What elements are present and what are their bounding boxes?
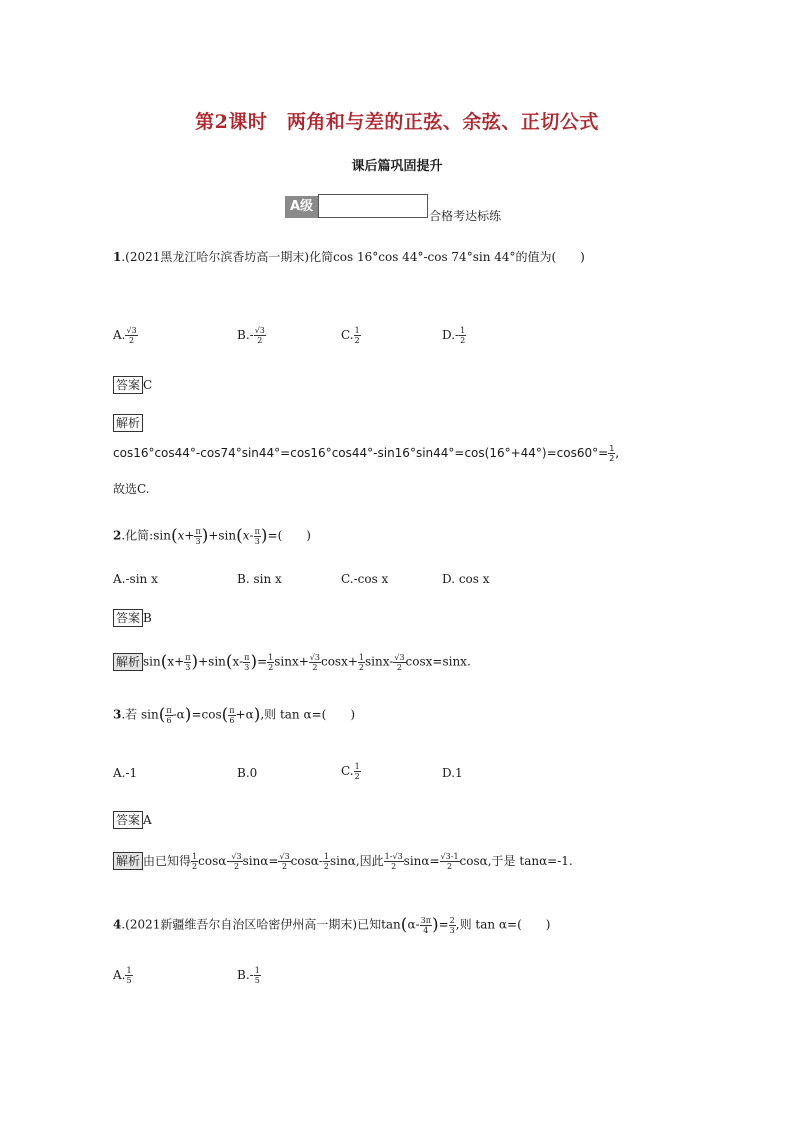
level-label: 合格考达标练 — [429, 209, 502, 223]
analysis-badge: 解析 — [113, 653, 143, 671]
score-box — [318, 194, 428, 218]
question-2: 2.化简:sin(x+ $\frac{\pi}{3}$ )+sin(x- $\frac{\pi}{3}$ )=( ) — [113, 526, 311, 546]
answer-value: C — [143, 378, 153, 392]
question-3: 3.若 sin( $\frac{\pi}{6}$ -α)=cos( $\frac{\pi}{6}$ +α),则 tan α=( ) — [113, 705, 355, 725]
option-a: A. $\frac{1}{5}$ — [113, 966, 132, 985]
question-1 — [113, 248, 585, 265]
analysis-line: cos16°cos44°-cos74°sin44°=cos16°cos44°-sin16°sin44°=cos(16°+44°)=cos60°= $\frac{1}{2}$ , — [113, 444, 620, 463]
option-d: D. cos x — [442, 572, 490, 586]
option-b: B. sin x — [237, 572, 282, 586]
option-a: A. $\frac{√3}{2}$ — [113, 326, 137, 345]
analysis-row: 解析 sin(x+ $\frac{\pi}{3}$ )+sin(x- $\frac{\pi}{3}$ )= $\frac{1}{2}$ sinx+ $\frac{√3}{2}$ cosx+ $\frac{1}{2}$ sinx- $\frac{√3}{2}$ cosx=sinx. — [113, 652, 471, 672]
analysis-end: 故选C. — [113, 482, 150, 496]
option-c: C.-cos x — [341, 572, 389, 586]
answer-row — [113, 376, 152, 393]
analysis-row: 解析 由已知得 $\frac{1}{2}$ cosα- $\frac{√3}{2}$ sinα= $\frac{√3}{2}$ cosα- $\frac{1}{2}$ sinα,因此 $\frac{1-√3}{2}$ sinα= $\frac{√3-1}{2}$ cosα,于是 tanα=-1. — [113, 852, 573, 871]
analysis-badge: 解析 — [113, 852, 143, 870]
level-tag: A级 — [285, 196, 318, 218]
analysis-badge: 解析 — [113, 414, 143, 432]
option-b: B.0 — [237, 766, 258, 780]
option-c: C. $\frac{1}{2}$ — [341, 326, 360, 345]
answer-badge: 答案 — [113, 376, 143, 394]
option-a: A.-1 — [113, 766, 138, 780]
option-d: D.1 — [442, 766, 463, 780]
option-a: A.-sin x — [113, 572, 158, 586]
option-b: B.- $\frac{1}{5}$ — [237, 966, 260, 985]
option-b: B.- $\frac{√3}{2}$ — [237, 326, 265, 345]
answer-row: 答案 B — [113, 609, 152, 626]
answer-row: 答案 A — [113, 811, 152, 828]
question-4: 4.(2021新疆维吾尔自治区哈密伊州高一期末)已知tan(α- $\frac{3\pi}{4}$ )= $\frac{2}{3}$ ,则 tan α=( ) — [113, 915, 551, 935]
analysis-badge-row — [113, 414, 143, 431]
question-text: .(2021黑龙江哈尔滨香坊高一期末)化简cos 16°cos 44°-cos 74°sin 44°的值为( ) — [121, 250, 585, 264]
question-number: 1 — [113, 250, 122, 264]
page-title: 第2课时 两角和与差的正弦、余弦、正切公式 — [195, 111, 599, 133]
page-subtitle: 课后篇巩固提升 — [351, 159, 443, 174]
option-c: C. $\frac{1}{2}$ — [341, 762, 360, 781]
level-bar — [285, 193, 502, 223]
option-d: D.- $\frac{1}{2}$ — [442, 326, 466, 345]
